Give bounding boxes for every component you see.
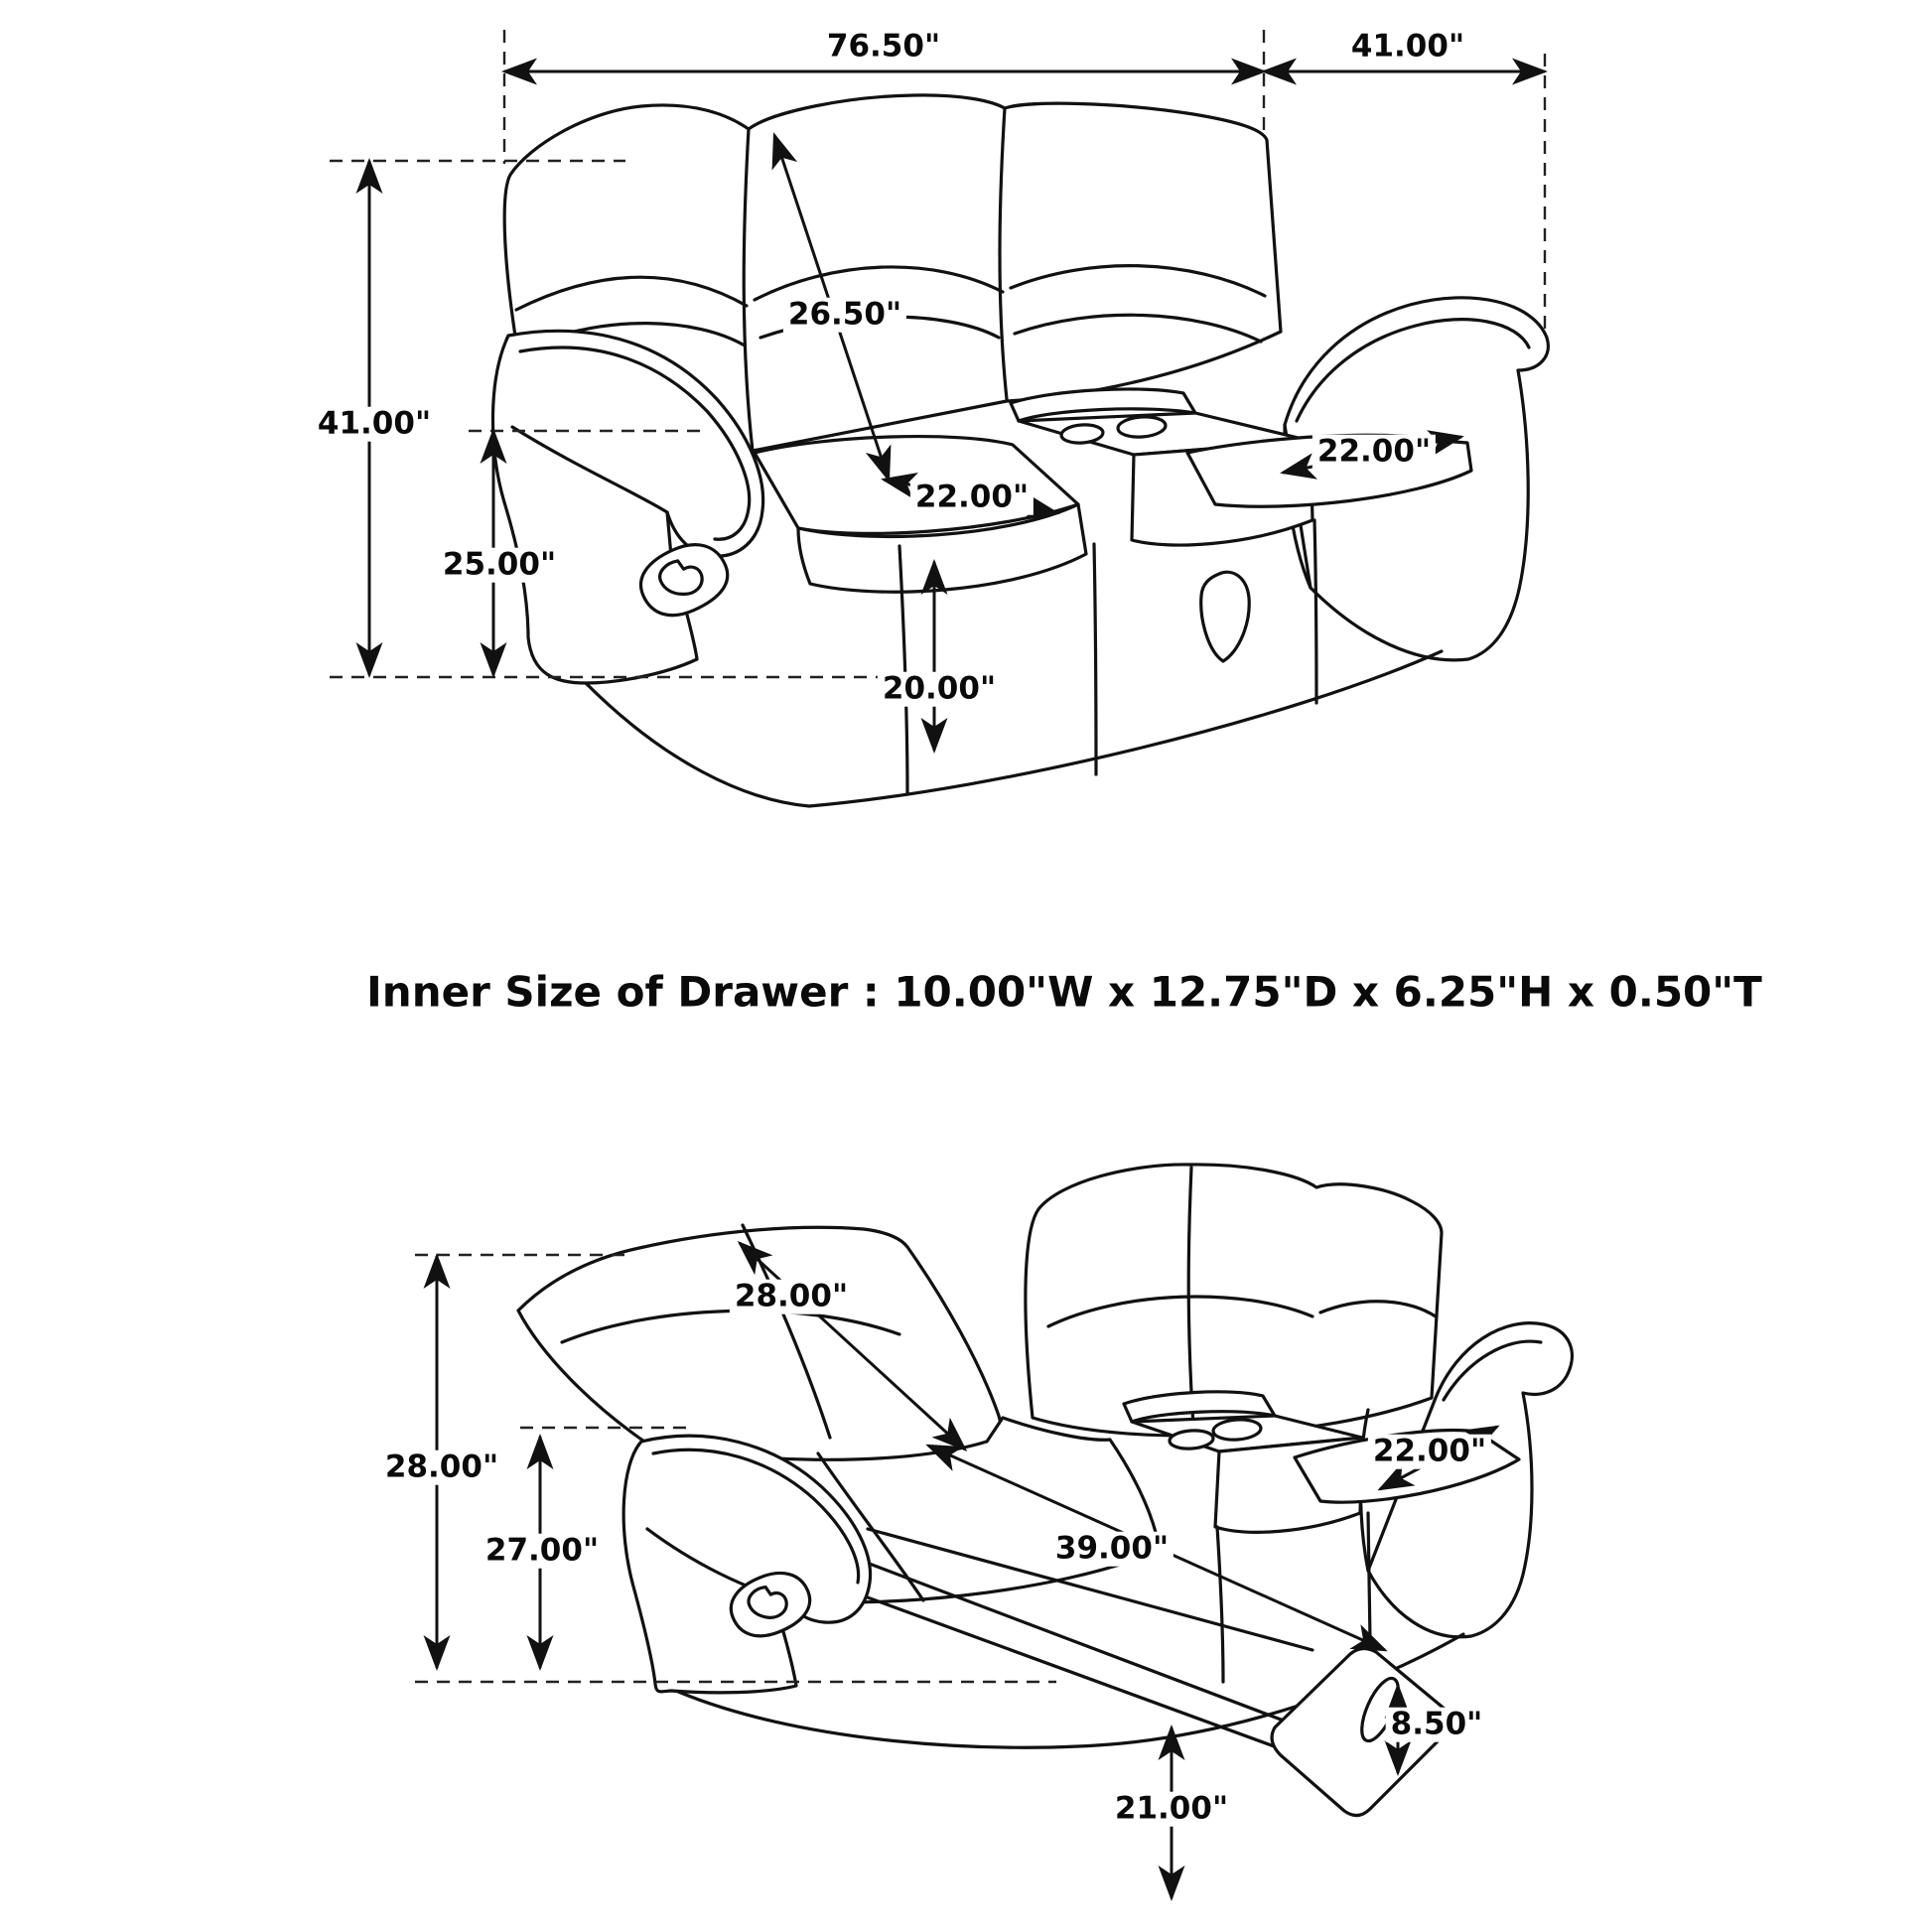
dim-left-seat-width: 22.00" — [910, 481, 1034, 515]
dim-reclined-length: 39.00" — [1050, 1532, 1173, 1567]
dim-footrest-floor-clearance: 21.00" — [1110, 1792, 1233, 1827]
drawer-size-note: Inner Size of Drawer : 10.00"W x 12.75"D x 6.25"H x 0.50"T — [366, 967, 1762, 1017]
dim-reclined-seat-width: 22.00" — [1368, 1435, 1491, 1469]
dim-arm-height: 25.00" — [438, 548, 561, 583]
dim-overall-height: 41.00" — [313, 407, 436, 442]
extended-footrest — [794, 1529, 1452, 1816]
dim-right-seat-width: 22.00" — [1312, 435, 1436, 470]
dim-reclined-back-length: 28.00" — [730, 1280, 853, 1314]
dim-back-cushion-length: 26.50" — [783, 298, 906, 333]
dim-overall-width: 76.50" — [822, 30, 945, 65]
dim-reclined-overall-height: 28.00" — [380, 1450, 503, 1485]
dim-overall-depth: 41.00" — [1346, 30, 1469, 65]
dim-footrest-height: 8.50" — [1386, 1708, 1488, 1742]
dim-reclined-arm-height: 27.00" — [481, 1534, 604, 1569]
dim-seat-height: 20.00" — [878, 672, 1001, 707]
pull-tab — [1201, 572, 1249, 661]
